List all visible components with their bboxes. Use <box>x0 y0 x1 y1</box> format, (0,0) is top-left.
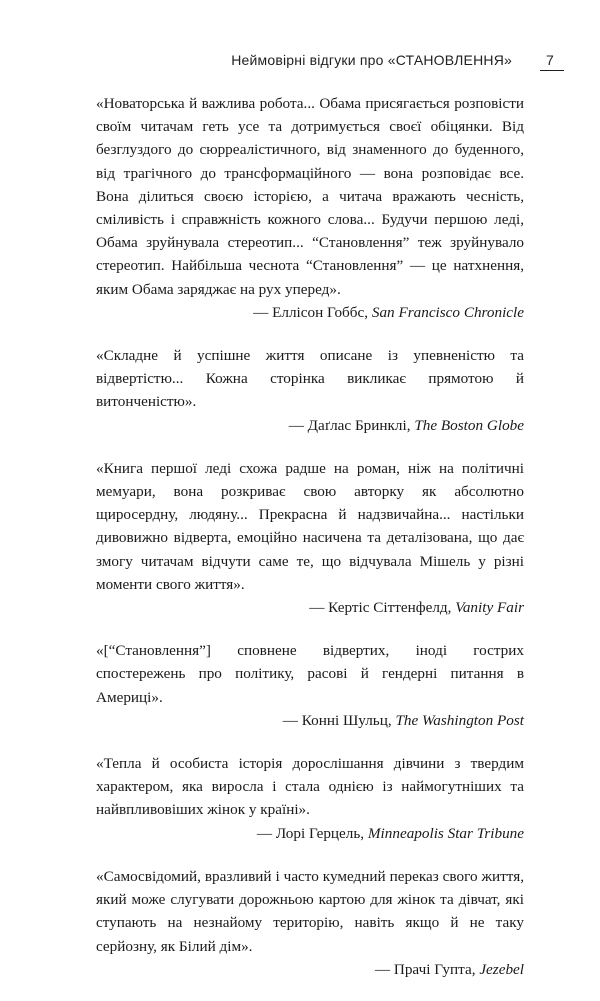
review-author: — Конні Шульц, <box>282 711 396 729</box>
review-2 <box>96 344 524 437</box>
review-author: — Даґлас Бринклі, <box>288 416 415 434</box>
page-number: 7 <box>546 52 554 68</box>
review-attribution <box>96 709 524 732</box>
page-number-rule <box>540 70 564 71</box>
review-attribution <box>96 414 524 437</box>
review-attribution <box>96 596 524 619</box>
review-quote: «Новаторська й важлива робота... Обама присягається розповісти своїм читачам геть усе та дотримується своєї обіцянки. Від безглуздого до сюрреалістичного, від знаменного до буденного, від трагічного до трансформаційного — вона розповідає все. Вона ділиться своєю історією, а читача вражають чесність, сміливість і справжність кожного слова... Будучи першою леді, Обама зруйнувала стереотип... “Становлення” теж зруйнувало стереотип. Найбільша чеснота “Становлення” — це натхнення, яким Обама заряджає на рух уперед». <box>96 95 524 298</box>
review-source: Jezebel <box>479 960 524 978</box>
review-attribution <box>96 822 524 845</box>
review-quote: «Книга першої леді схожа радше на роман, ніж на політичні мемуари, вона розкриває свою авторку як абсолютно щиросердну, людяну... Прекрасна й надзвичайна... настільки дивовижно відверта, емоційно насичена та деталізована, що дає змогу читачам відчути саме те, що відчувала Мішель у різні моменти свого життя». <box>96 459 524 593</box>
review-source: The Washington Post <box>395 711 524 729</box>
review-quote: «[“Становлення”] сповнене відвертих, іноді гострих спостережень про політику, расові й гендерні питання в Америці». <box>96 642 524 706</box>
review-attribution <box>96 958 524 981</box>
review-1 <box>96 92 524 324</box>
review-quote: «Самосвідомий, вразливий і часто кумедний переказ свого життя, який може слугувати дорожньою картою для жінок та дівчат, які ступають на незнайому територію, навіть якщо й не таку серйозну, як Білий дім». <box>96 867 524 955</box>
review-source: Minneapolis Star Tribune <box>367 824 524 842</box>
review-4 <box>96 639 524 732</box>
review-source: Vanity Fair <box>455 599 524 617</box>
review-3 <box>96 457 524 619</box>
review-author: — Еллісон Гоббс, <box>253 303 372 321</box>
review-author: — Лорі Герцель, <box>256 824 368 842</box>
running-header-title: Неймовірні відгуки про «СТАНОВЛЕННЯ» <box>231 52 512 68</box>
review-quote: «Тепла й особиста історія дорослішання дівчини з твердим характером, яка виросла і стала однією із наймогутніших та найвпливовіших жінок у країні». <box>96 755 524 819</box>
review-attribution <box>96 301 524 324</box>
running-header <box>0 50 600 72</box>
review-author: — Прачі Гупта, <box>374 960 480 978</box>
reviews-list <box>96 92 524 1001</box>
review-6 <box>96 865 524 981</box>
review-source: The Boston Globe <box>414 416 524 434</box>
review-source: San Francisco Chronicle <box>371 303 524 321</box>
review-quote: «Складне й успішне життя описане із упевненістю та відвертістю... Кожна сторінка викликає прямотою й витонченістю». <box>96 347 524 411</box>
review-author: — Кертіс Сіттенфелд, <box>309 599 456 617</box>
review-5 <box>96 752 524 845</box>
